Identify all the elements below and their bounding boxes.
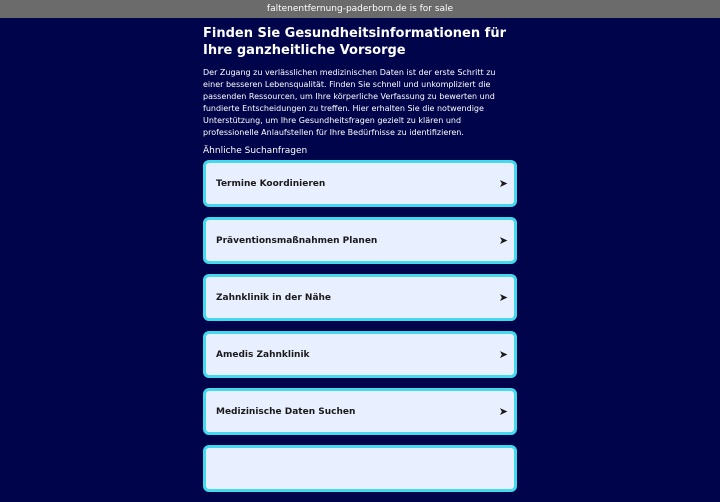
for-sale-banner[interactable]: faltenentfernung-paderborn.de is for sale [0,0,720,18]
arrow-right-icon: ➤ [498,405,508,418]
arrow-right-icon: ➤ [498,291,508,304]
arrow-right-icon: ➤ [498,348,508,361]
arrow-right-icon: ➤ [498,234,508,247]
search-link-termine-koordinieren[interactable] [203,160,517,207]
page-headline: Finden Sie Gesundheitsinformationen für Ihre ganzheitliche Vorsorge [203,26,506,58]
related-search-links [203,160,517,502]
main-content [203,25,517,157]
search-link-medizinische-daten-suchen[interactable] [203,388,517,435]
related-searches-heading: Ähnliche Suchanfragen [203,146,308,156]
search-link-label: Medizinische Daten Suchen [216,406,356,417]
search-link-label: Amedis Zahnklinik [216,349,310,360]
arrow-right-icon: ➤ [498,177,508,190]
search-link-label: Präventionsmaßnahmen Planen [216,235,378,246]
search-link-partial[interactable] [203,445,517,492]
search-link-label: Zahnklinik in der Nähe [216,292,332,303]
search-link-zahnklinik-in-der-naehe[interactable] [203,274,517,321]
search-link-label: Termine Koordinieren [216,178,326,189]
search-link-praeventionsmassnahmen-planen[interactable] [203,217,517,264]
search-link-amedis-zahnklinik[interactable] [203,331,517,378]
intro-paragraph: Der Zugang zu verlässlichen medizinischen Daten ist der erste Schritt zu einer besseren Lebensqualität. Finden Sie schnell und unkompliziert die passenden Ressourcen, um Ihre körperliche Verfassung zu bewerten und fundierte Entscheidungen zu treffen. Hier erhalten Sie die notwendige Unterstützung, um Ihre Gesundheitsfragen gezielt zu klären und professionelle Anlaufstellen für Ihre Bedürfnisse zu identifizieren. [203,68,496,137]
